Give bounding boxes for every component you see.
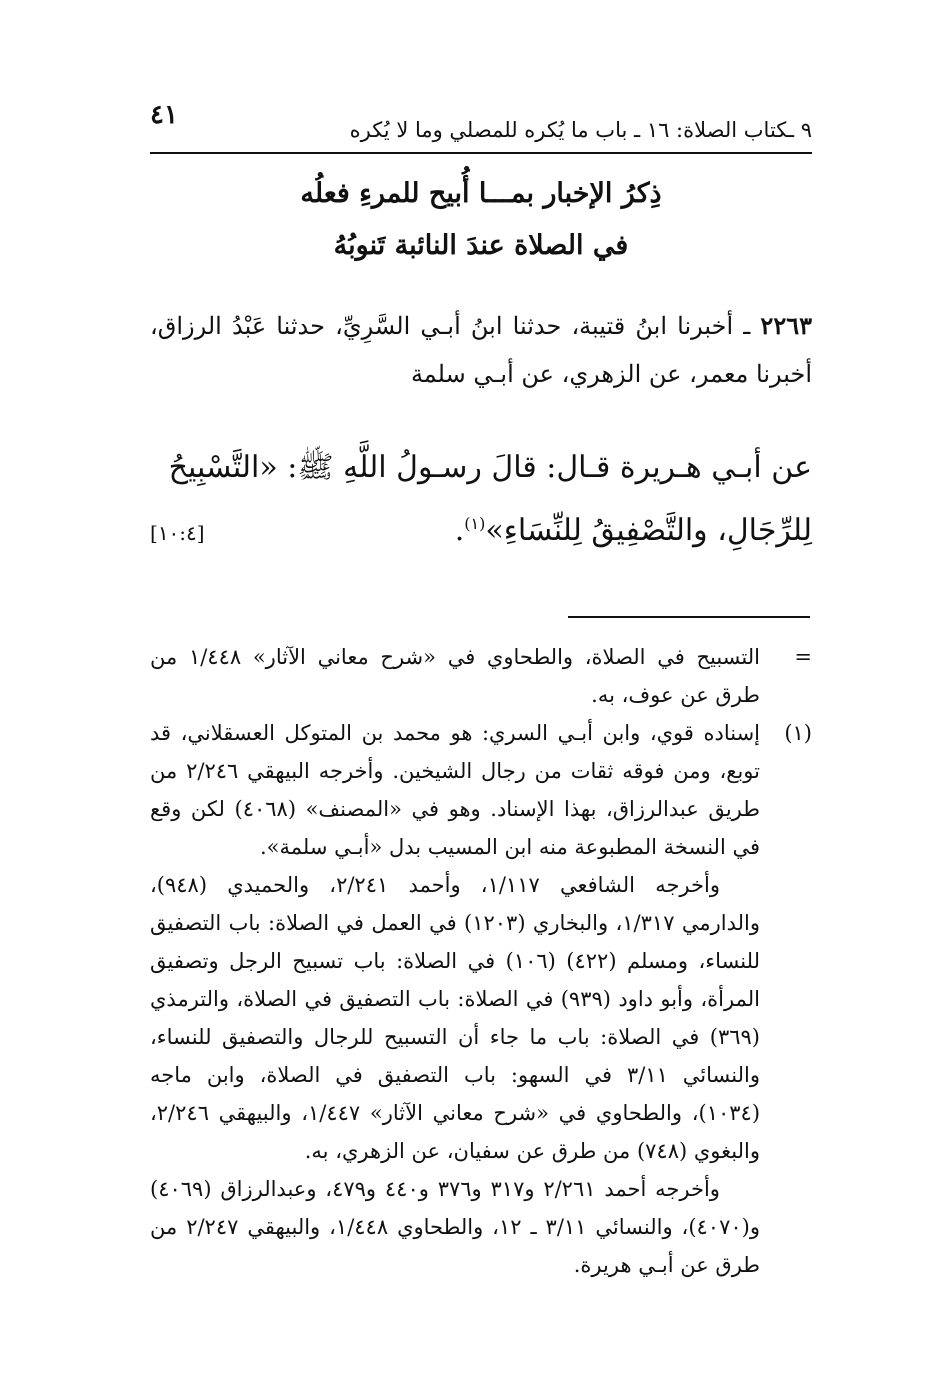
chapter-title-line-1: ذِكرُ الإخبار بمـــا أُبيح للمرءِ فعلُه: [300, 178, 662, 209]
footnote-1-para-2: وأخرجه الشافعي ١/١١٧، وأحمد ٢/٢٤١، والحميدي (٩٤٨)، والدارمي ١/٣١٧، والبخاري (١٢٠٣) في العمل في الصلاة: باب التصفيق للنساء، ومسلم (٤٢٢) (١٠٦) في الصلاة: باب تسبيح الرجل وتصفيق المرأة، وأبو داود (٩٣٩) في الصلاة: باب التصفيق في الصلاة، والترمذي (٣٦٩) في الصلاة: باب ما جاء أن التسبيح للرجال والتصفيق للنساء، والنسائي ٣/١١ في السهو: باب التصفيق في الصلاة، وابن ماجه (١٠٣٤)، والطحاوي في «شرح معاني الآثار» ١/٤٤٧، والبيهقي ٢/٢٤٦، والبغوي (٧٤٨) من طرق عن سفيان، عن الزهري، به.: [150, 873, 761, 1163]
matn-period: .: [454, 513, 465, 548]
matn-line-2: [150, 496, 812, 561]
header-rule: [150, 152, 812, 154]
hadith-reference: [١٠:٤]: [150, 521, 205, 545]
matn-line-1: [150, 440, 812, 496]
hadith-isnad: [150, 302, 812, 398]
running-title: ٩ ـكتاب الصلاة: ١٦ ـ باب ما يُكره للمصلي وما لا يُكره: [349, 118, 812, 142]
footnote-ref: (١): [464, 514, 486, 533]
footnote-1-para-1: إسناده قوي، وابن أبـي السري: هو محمد بن المتوكل العسقلاني، قد توبع، ومن فوقه ثقات من رجال الشيخين. وأخرجه البيهقي ٢/٢٤٦ من طريق عبدالرزاق، بهذا الإسناد. وهو في «المصنف» (٤٠٦٨) لكن وقع في النسخة المطبوعة منه ابن المسيب بدل «أبـي سلمة».: [150, 721, 760, 859]
hadith-matn: [150, 440, 812, 561]
footnote-rule: [568, 616, 810, 618]
footnote-1-para-3: وأخرجه أحمد ٢/٢٦١ و٣١٧ و٣٧٦ و٤٤٠ و٤٧٩، وعبدالرزاق (٤٠٦٩) و(٤٠٧٠)، والنسائي ٣/١١ ـ ١٢، والطحاوي ١/٤٤٨، والبيهقي ٢/٢٤٧ من طرق عن أبـي هريرة.: [150, 1177, 760, 1277]
page-number: ٤١: [150, 100, 178, 130]
hadith-number: ٢٢٦٣: [760, 311, 812, 340]
matn-text-1: عن أبـي هـريرة قـال: قالَ رسـولُ اللَّهِ ﷺ: «التَّسْبِيحُ: [168, 450, 812, 485]
footnotes: [150, 638, 812, 1284]
continuation-text: التسبيح في الصلاة، والطحاوي في «شرح معاني الآثار» ١/٤٤٨ من طرق عن عوف، به.: [150, 645, 760, 707]
chapter-title-line-2: في الصلاة عندَ النائبة تَنوبُهُ: [333, 230, 629, 261]
continuation-mark: =: [794, 645, 812, 669]
page-header: [150, 100, 812, 152]
chapter-title: [150, 168, 812, 272]
matn-text-2: لِلرِّجَالِ، والتَّصْفِيقُ لِلنِّسَاءِ»: [485, 513, 812, 548]
footnote-1-mark: (١): [784, 721, 812, 745]
footnote-continuation: [150, 638, 812, 714]
isnad-text: ـ أخبرنا ابنُ قتيبة، حدثنا ابنُ أبـي السَّرِيِّ، حدثنا عَبْدُ الرزاق، أخبرنا معمر، عن الزهري، عن أبـي سلمة: [150, 312, 812, 388]
footnote-1: [150, 714, 812, 1284]
